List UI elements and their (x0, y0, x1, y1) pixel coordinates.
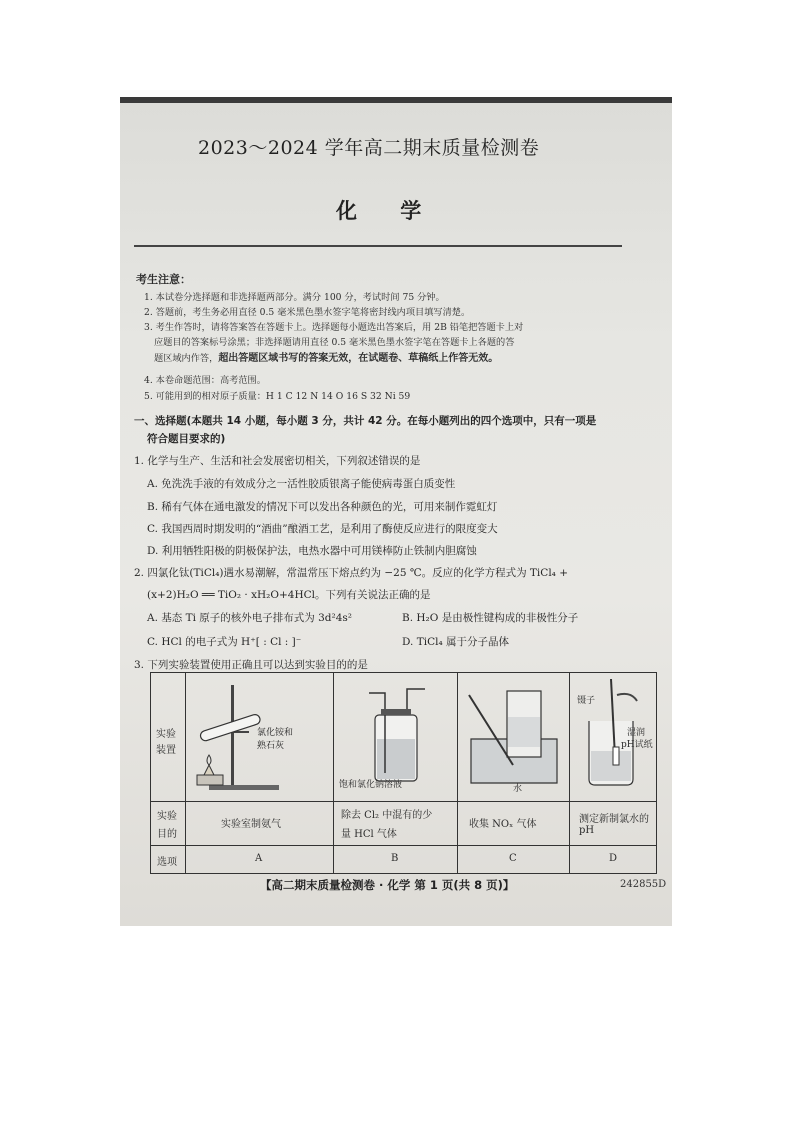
table-col-line (569, 673, 570, 873)
row-label-device: 实验装置 (156, 729, 176, 756)
apparatus-a-label-1: 氯化铵和 (257, 728, 294, 738)
apparatus-c-label: 水 (513, 784, 523, 794)
notice-item-3b: 应题目的答案标号涂黑；非选择题请用直径 0.5 毫米黑色墨水签字笔在答题卡上各题的答 (154, 337, 515, 348)
notice-item-1: 1. 本试卷分选择题和非选择题两部分。满分 100 分，考试时间 75 分钟。 (144, 292, 445, 303)
purpose-b-2: 量 HCl 气体 (341, 829, 397, 840)
purpose-d: 测定新制氯水的 pH (579, 814, 649, 836)
apparatus-d-label-wet: 湿润 (627, 728, 646, 738)
notice-item-2: 2. 答题前，考生务必用直径 0.5 毫米黑色墨水签字笔将密封线内项目填写清楚。 (144, 307, 471, 318)
notice-emphasis: 超出答题区域书写的答案无效，在试题卷、草稿纸上作答无效。 (218, 353, 499, 364)
table-col-line (185, 673, 186, 873)
notice-item-4: 4. 本卷命题范围：高考范围。 (144, 375, 266, 386)
apparatus-a-label-2: 熟石灰 (257, 741, 285, 751)
option-c: C (509, 853, 517, 864)
row-label-purpose-1: 实验 (157, 811, 177, 822)
exam-page-photo (120, 97, 672, 926)
q1-option-a: A. 免洗洗手液的有效成分之一活性胶质银离子能使病毒蛋白质变性 (147, 478, 456, 490)
notice-item-3c-text: 题区域内作答， (154, 353, 219, 364)
purpose-c: 收集 NOₓ 气体 (469, 819, 537, 830)
table-row-line (151, 845, 656, 846)
option-a: A (255, 853, 263, 864)
purpose-a: 实验室制氨气 (221, 819, 281, 830)
q2-stem-2: (x+2)H₂O ══ TiO₂ · xH₂O+4HCl。下列有关说法正确的是 (147, 589, 431, 601)
q2-option-b: B. H₂O 是由极性键构成的非极性分子 (402, 612, 579, 624)
apparatus-b-label: 饱和氯化钠溶液 (339, 780, 403, 790)
q3-experiment-table (150, 672, 657, 874)
notice-item-3: 3. 考生作答时，请将答案答在答题卡上。选择题每小题选出答案后，用 2B 铅笔把答题卡上对 (144, 322, 524, 333)
option-d: D (609, 853, 618, 864)
q1-option-c: C. 我国西周时期发明的“酒曲”酿酒工艺，是利用了酶使反应进行的限度变大 (147, 523, 498, 535)
q2-stem-1: 2. 四氯化钛(TiCl₄)遇水易潮解，常温常压下熔点约为 −25 ℃。反应的化学方程式为 TiCl₄ + (134, 567, 569, 579)
table-col-line (333, 673, 334, 873)
subject-title: 化 学 (336, 198, 440, 223)
purpose-b-1: 除去 Cl₂ 中混有的少 (341, 810, 433, 821)
q2-option-c: C. HCl 的电子式为 H⁺[ : Cl : ]⁻ (147, 636, 302, 648)
exam-title: 2023～2024 学年高二期末质量检测卷 (198, 137, 540, 159)
apparatus-a-diagram (189, 677, 331, 797)
section1-line1: 一、选择题(本题共 14 小题，每小题 3 分，共计 42 分。在每小题列出的四个选项中，只有一项是 (134, 415, 597, 427)
q1-option-b: B. 稀有气体在通电激发的情况下可以发出各种颜色的光，可用来制作霓虹灯 (147, 501, 498, 513)
q1-stem: 1. 化学与生产、生活和社会发展密切相关，下列叙述错误的是 (134, 455, 421, 467)
q2-option-d: D. TiCl₄ 属于分子晶体 (402, 636, 510, 648)
apparatus-d-label-tweezers: 镊子 (577, 696, 596, 706)
notice-item-5: 5. 可能用到的相对原子质量：H 1 C 12 N 14 O 16 S 32 Ni 59 (144, 391, 411, 402)
header-rule (134, 245, 622, 247)
table-row-line (151, 801, 656, 802)
q1-option-d: D. 利用牺牲阳极的阴极保护法，电热水器中可用镁棒防止铁制内胆腐蚀 (147, 545, 477, 557)
q3-stem: 3. 下列实验装置使用正确且可以达到实验目的的是 (134, 659, 368, 671)
q2-option-a: A. 基态 Ti 原子的核外电子排布式为 3d²4s² (147, 612, 353, 624)
paper-code: 242855D (620, 879, 667, 890)
section1-line2: 符合题目要求的) (147, 433, 226, 445)
photo-top-edge (120, 97, 672, 103)
notice-heading: 考生注意： (136, 273, 191, 286)
notice-item-3c (154, 349, 498, 364)
row-label-option: 选项 (157, 857, 177, 868)
apparatus-d-label-ph-paper: pH试纸 (621, 740, 653, 750)
page-footer: 【高二期末质量检测卷 · 化学 第 1 页(共 8 页)】 (260, 878, 515, 892)
table-col-line (457, 673, 458, 873)
apparatus-c-diagram (461, 677, 567, 797)
option-b: B (391, 853, 399, 864)
row-label-purpose-2: 目的 (157, 829, 177, 840)
